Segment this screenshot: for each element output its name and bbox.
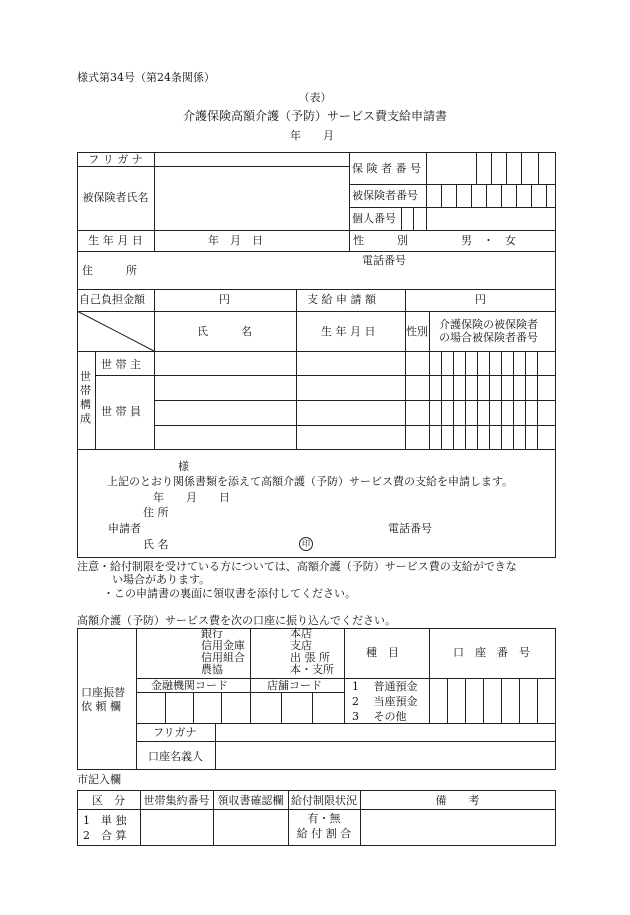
account-holder-label: 口座名義人 [148,750,203,763]
household-col-sex: 性別 [406,325,428,338]
header-date: 年 月 [290,129,334,142]
sex-value[interactable]: 男 ・ 女 [461,234,516,247]
furigana-label: フ リ ガ ナ [88,153,143,166]
diagonal-line [77,311,155,352]
city-col-limit: 給付制限状況 [291,794,357,807]
birthdate-label: 生 年 月 日 [88,234,143,247]
applicant-label: 申請者 [108,522,141,535]
claim-yen: 円 [475,293,486,306]
bank-type-shinkin: 信用金庫 [201,639,245,652]
city-col-remarks: 備 考 [435,794,480,807]
personal-number-label: 個人番号 [352,212,396,225]
household-col-birthdate: 生 年 月 日 [321,325,376,338]
account-kind-option-3[interactable]: 3 その他 [352,710,407,723]
account-kind-option-2[interactable]: 2 当座預金 [352,695,418,708]
account-number-label: 口 座 番 号 [453,646,530,659]
address-label: 住 所 [82,264,137,277]
household-col-number-line2: の場合被保険者番号 [439,331,538,344]
insured-name-label: 被保険者氏名 [82,191,149,204]
declaration-date[interactable]: 年 月 日 [153,491,230,504]
copay-label: 自己負担金額 [79,293,145,306]
account-kind-label: 種 目 [366,646,399,659]
household-head-label: 世 帯 主 [101,358,141,371]
birthdate-value[interactable]: 年 月 日 [208,234,263,247]
copay-yen: 円 [219,293,230,306]
note-line-3: ・この申請書の裏面に領収書を添付してください。 [103,587,356,600]
note-line-2: い場合があります。 [112,573,211,586]
bank-side-label-1: 口座振替 [81,686,125,699]
city-section-heading: 市記入欄 [77,773,121,786]
limit-yes-no[interactable]: 有・無 [307,812,341,825]
addressee-sama: 様 [178,460,189,473]
branch-type-shutchosho: 出 張 所 [290,651,330,664]
address-phone-label: 電話番号 [362,254,406,267]
applicant-phone-label: 電話番号 [388,522,432,535]
seal-mark-icon: 印 [299,537,313,551]
declaration-statement: 上記のとおり関係書類を添えて高額介護（予防）サービス費の支給を申請します。 [107,475,514,488]
form-number: 様式第34号（第24条関係） [77,71,215,84]
benefit-ratio-label: 給 付 割 合 [296,827,352,840]
kubun-option-2[interactable]: 2 合 算 [83,829,127,842]
account-furigana-label: フリガナ [153,726,197,739]
claim-amount-label: 支 給 申 請 額 [307,293,376,306]
branch-type-honshisho: 本・支所 [290,663,334,676]
branch-type-shiten: 支店 [290,639,312,652]
furigana-input[interactable] [155,156,348,166]
bank-side-label-2: 依 頼 欄 [81,700,121,713]
household-member-label: 世 帯 員 [101,405,141,418]
note-line-1: 注意・給付制限を受けている方については、高額介護（予防）サービス費の支給ができな [77,560,517,573]
insurer-number-label: 保 険 者 番 号 [352,162,421,175]
insured-number-label: 被保険者番号 [352,189,418,202]
applicant-address-label: 住 所 [143,506,169,519]
city-col-receipt: 領収書確認欄 [217,794,284,807]
bank-intro: 高額介護（予防）サービス費を次の口座に振り込んでください。 [77,614,396,627]
form-title: 介護保険高額介護（予防）サービス費支給申請書 [182,109,447,123]
account-kind-option-1[interactable]: 1 普通預金 [352,680,418,693]
financial-institution-code-label: 金融機関コード [151,679,228,692]
bank-type-shinkumi: 信用組合 [201,651,245,664]
kubun-option-1[interactable]: 1 単 独 [83,814,127,827]
insured-name-input[interactable] [155,168,348,228]
applicant-name-label: 氏 名 [143,538,169,551]
bank-type-bank: 銀行 [201,627,223,640]
branch-type-honten: 本店 [290,627,312,640]
city-col-setai: 世帯集約番号 [143,794,210,807]
front-side-label: （表） [298,91,332,104]
household-col-number-line1: 介護保険の被保険者 [439,318,538,331]
sex-label: 性 別 [353,234,408,247]
household-col-name: 氏 名 [197,325,252,338]
household-side-label: 世帯構成 [80,370,91,425]
branch-code-label: 店舗コード [267,679,322,692]
city-col-kubun: 区 分 [92,794,125,807]
bank-type-nokyo: 農協 [201,663,223,676]
